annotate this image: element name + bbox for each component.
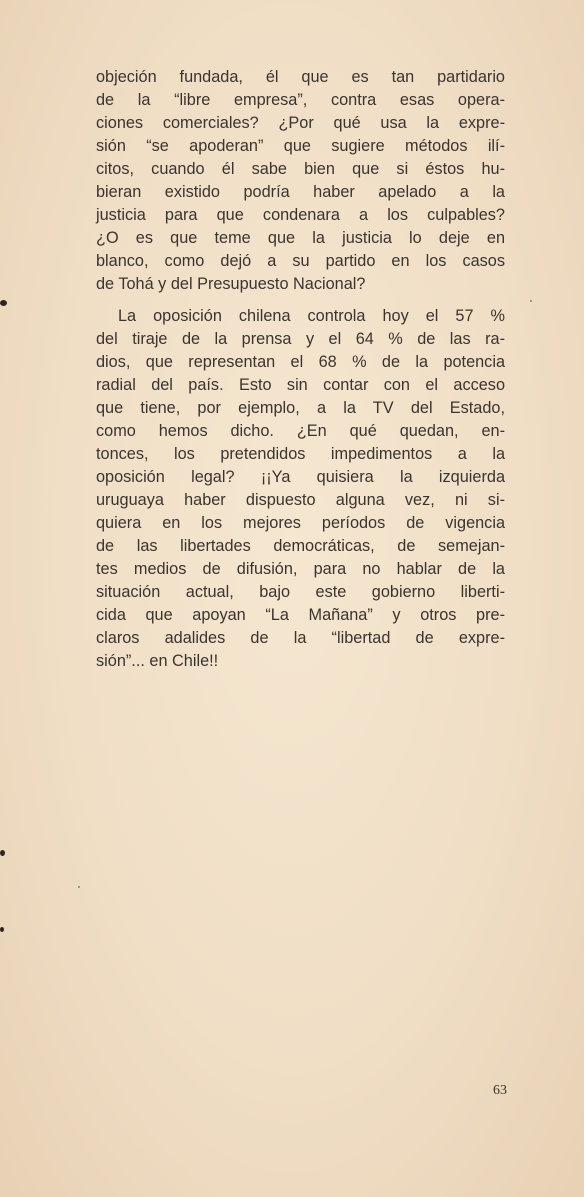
text-line: situación actual, bajo este gobierno liberti- <box>96 583 505 601</box>
paragraph-2 <box>96 305 505 673</box>
text-line: justicia para que condenara a los culpables? <box>96 206 505 224</box>
text-line: del tiraje de la prensa y el 64 % de las ra- <box>96 330 505 348</box>
ink-speck <box>0 300 7 306</box>
ink-speck <box>0 850 5 856</box>
text-line: ¿O es que teme que la justicia lo deje en <box>96 229 505 247</box>
text-line: bieran existido podría haber apelado a la <box>96 183 505 201</box>
text-line: blanco, como dejó a su partido en los casos <box>96 252 505 270</box>
text-line: citos, cuando él sabe bien que si éstos hu- <box>96 160 505 178</box>
text-line: que tiene, por ejemplo, a la TV del Estado, <box>96 399 505 417</box>
text-line: La oposición chilena controla hoy el 57 % <box>118 307 505 325</box>
text-line: claros adalides de la “libertad de expre- <box>96 629 505 647</box>
text-line: radial del país. Esto sin contar con el acceso <box>96 376 505 394</box>
body-text <box>96 66 505 673</box>
text-line: sión”... en Chile!! <box>96 652 219 670</box>
text-line: ciones comerciales? ¿Por qué usa la expre- <box>96 114 505 132</box>
ink-speck <box>530 300 532 302</box>
text-line: de la “libre empresa”, contra esas opera- <box>96 91 505 109</box>
text-line: de las libertades democráticas, de semejan- <box>96 537 505 555</box>
text-line: objeción fundada, él que es tan partidario <box>96 68 505 86</box>
text-line: de Tohá y del Presupuesto Nacional? <box>96 275 366 293</box>
text-line: tes medios de difusión, para no hablar de la <box>96 560 505 578</box>
text-line: oposición legal? ¡¡Ya quisiera la izquierda <box>96 468 505 486</box>
ink-speck <box>0 927 4 932</box>
page-number: 63 <box>493 1083 507 1098</box>
text-line: cida que apoyan “La Mañana” y otros pre- <box>96 606 505 624</box>
text-line: quiera en los mejores períodos de vigencia <box>96 514 505 532</box>
text-line: tonces, los pretendidos impedimentos a la <box>96 445 505 463</box>
paragraph-1 <box>96 66 505 296</box>
ink-speck <box>78 886 80 888</box>
text-line: uruguaya haber dispuesto alguna vez, ni si- <box>96 491 505 509</box>
text-line: dios, que representan el 68 % de la potencia <box>96 353 505 371</box>
text-line: como hemos dicho. ¿En qué quedan, en- <box>96 422 505 440</box>
text-line: sión “se apoderan” que sugiere métodos ilí- <box>96 137 505 155</box>
